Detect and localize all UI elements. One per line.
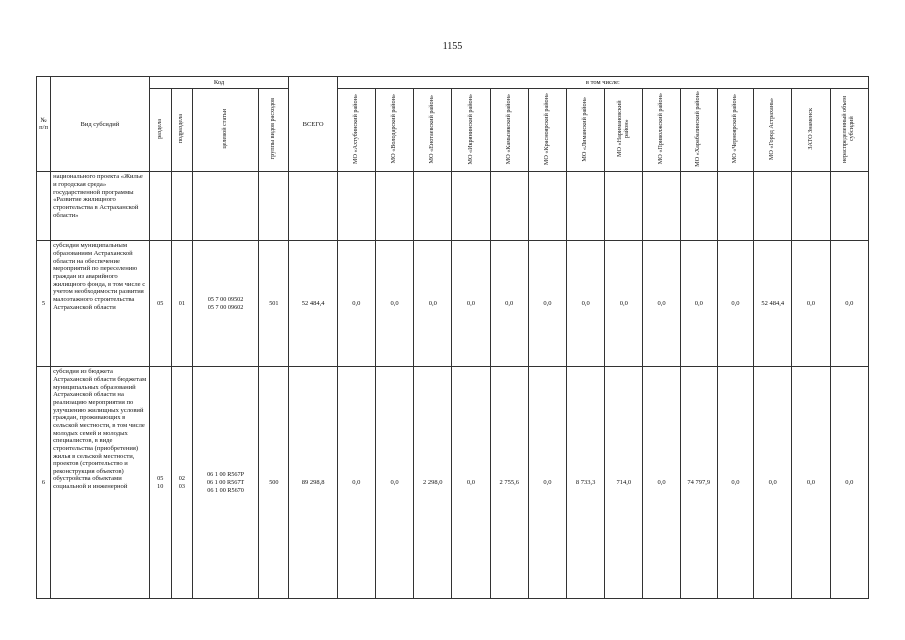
mo-col-header-label: МО «Камызякский район» <box>504 93 512 165</box>
mo-value-cell <box>414 172 452 241</box>
mo-value-cell: 2 298,0 <box>414 367 452 599</box>
mo-value-cell: 0,0 <box>680 241 717 367</box>
mo-value-cell: 0,0 <box>337 241 375 367</box>
header-row-top <box>37 77 869 89</box>
mo-value-cell: 0,0 <box>375 241 413 367</box>
mo-value-cell: 0,0 <box>643 241 680 367</box>
mo-col-header <box>452 89 490 172</box>
razdel-header <box>149 89 171 172</box>
podrazdel-header <box>171 89 192 172</box>
mo-col-header <box>528 89 566 172</box>
subsidy-description-cell: субсидия муниципальным образованиям Астраханской области на обеспечение мероприятий по переселению граждан из аварийного жилищного фонда, в том числе с учетом необходимости развития малоэтажного строительства Астраханской области <box>51 241 150 367</box>
code-group-header: Код <box>149 77 289 89</box>
mo-value-cell: 2 755,6 <box>490 367 528 599</box>
num-col-header: № п/п <box>37 77 51 172</box>
podrazdel-code-cell: 02 03 <box>171 367 192 599</box>
mo-value-cell: 0,0 <box>830 241 868 367</box>
mo-col-header <box>680 89 717 172</box>
mo-value-cell <box>375 172 413 241</box>
expense-group-header-label: группы видов расходов <box>269 98 277 160</box>
mo-value-cell: 0,0 <box>754 367 792 599</box>
mo-col-header <box>414 89 452 172</box>
podrazdel-code-cell <box>171 172 192 241</box>
mo-value-cell: 0,0 <box>605 241 643 367</box>
mo-value-cell: 0,0 <box>490 241 528 367</box>
razdel-code-cell: 05 10 <box>149 367 171 599</box>
mo-value-cell <box>830 172 868 241</box>
mo-value-cell: 52 484,4 <box>754 241 792 367</box>
expense-group-header <box>259 89 289 172</box>
mo-value-cell <box>490 172 528 241</box>
mo-value-cell <box>567 172 605 241</box>
including-header: в том числе: <box>337 77 868 89</box>
mo-col-header <box>792 89 830 172</box>
total-cell: 52 484,4 <box>289 241 337 367</box>
mo-col-header <box>567 89 605 172</box>
mo-value-cell <box>717 172 753 241</box>
mo-value-cell: 0,0 <box>337 367 375 599</box>
table-row <box>37 172 869 241</box>
mo-value-cell: 0,0 <box>792 241 830 367</box>
header-row-columns <box>37 89 869 172</box>
mo-value-cell: 0,0 <box>528 241 566 367</box>
mo-col-header-label: МО «Лиманский район» <box>581 96 589 162</box>
table-row <box>37 367 869 599</box>
target-article-header-label: целевой статьи <box>221 109 229 149</box>
subsidy-description-cell: субсидия из бюджета Астраханской области бюджетам муниципальных образований Астраханской области на реализацию мероприятия по улучшению жилищных условий граждан, проживающих в сельской местности, в том числе молодых семей и молодых специалистов, в виде строительства (приобретения) жилья в сельской местности, проектов (строительство и реконструкция объектов) обустройства объектами социальной и инженерной <box>51 367 150 599</box>
mo-value-cell: 0,0 <box>452 241 490 367</box>
mo-value-cell: 0,0 <box>792 367 830 599</box>
expense-group-cell: 501 <box>259 241 289 367</box>
mo-value-cell: 0,0 <box>717 367 753 599</box>
razdel-code-cell: 05 <box>149 241 171 367</box>
razdel-code-cell <box>149 172 171 241</box>
total-cell <box>289 172 337 241</box>
row-number-cell <box>37 172 51 241</box>
target-article-cell: 06 1 00 R567P 06 1 00 R567T 06 1 00 R5670 <box>192 367 258 599</box>
mo-col-header <box>490 89 528 172</box>
mo-col-header-label: МО «Красноярский район» <box>543 92 551 166</box>
target-article-cell: 05 7 00 09502 05 7 00 09602 <box>192 241 258 367</box>
row-number-cell: 5 <box>37 241 51 367</box>
target-article-cell <box>192 172 258 241</box>
mo-col-header-label: ЗАТО Знаменск <box>806 108 814 150</box>
mo-value-cell <box>643 172 680 241</box>
mo-col-header <box>754 89 792 172</box>
mo-col-header-label: нераспределенный объем субсидий <box>841 95 856 163</box>
total-cell: 89 298,8 <box>289 367 337 599</box>
table-body <box>37 172 869 599</box>
mo-col-header <box>605 89 643 172</box>
mo-col-header <box>337 89 375 172</box>
subsidy-description-cell: национального проекта «Жилье и городская среда» государственной программы «Развитие жилищного строительства в Астраханской области» <box>51 172 150 241</box>
mo-value-cell <box>528 172 566 241</box>
mo-col-header-label: МО «Черноярский район» <box>731 94 739 164</box>
mo-value-cell: 0,0 <box>567 241 605 367</box>
razdel-header-label: раздела <box>155 119 163 139</box>
mo-value-cell <box>452 172 490 241</box>
page-number: 1155 <box>442 41 463 52</box>
table-row <box>37 241 869 367</box>
target-article-header <box>192 89 258 172</box>
mo-col-header-label: МО «Ахтубинский район» <box>351 94 359 164</box>
mo-value-cell: 0,0 <box>528 367 566 599</box>
mo-col-header-label: МО «Город Астрахань» <box>768 97 776 161</box>
podrazdel-code-cell: 01 <box>171 241 192 367</box>
podrazdel-header-label: подраздела <box>177 114 185 144</box>
mo-col-header-label: МО «Икрянинский район» <box>466 93 474 165</box>
mo-value-cell <box>754 172 792 241</box>
mo-col-header-label: МО «Наримановский район» <box>616 100 630 158</box>
mo-value-cell <box>605 172 643 241</box>
mo-col-header-label: МО «Харабалинский район» <box>694 91 702 167</box>
mo-col-header-label: МО «Енотаевский район» <box>428 94 436 164</box>
mo-value-cell: 8 733,3 <box>567 367 605 599</box>
expense-group-cell: 500 <box>259 367 289 599</box>
expense-group-cell <box>259 172 289 241</box>
mo-value-cell: 0,0 <box>414 241 452 367</box>
mo-col-header <box>717 89 753 172</box>
row-number-cell: 6 <box>37 367 51 599</box>
mo-value-cell: 714,0 <box>605 367 643 599</box>
mo-value-cell: 0,0 <box>830 367 868 599</box>
mo-value-cell: 0,0 <box>643 367 680 599</box>
mo-col-header <box>375 89 413 172</box>
mo-col-header <box>643 89 680 172</box>
mo-col-header-label: МО «Приволжский район» <box>657 93 665 165</box>
mo-value-cell <box>792 172 830 241</box>
mo-value-cell: 0,0 <box>717 241 753 367</box>
mo-value-cell: 0,0 <box>375 367 413 599</box>
mo-value-cell <box>680 172 717 241</box>
subsidy-table <box>36 76 869 599</box>
mo-value-cell: 74 797,9 <box>680 367 717 599</box>
mo-value-cell: 0,0 <box>452 367 490 599</box>
subsidy-type-header: Вид субсидий <box>51 77 150 172</box>
mo-col-header-label: МО «Володарский район» <box>390 94 398 164</box>
total-header: ВСЕГО <box>289 77 337 172</box>
mo-col-header <box>830 89 868 172</box>
mo-value-cell <box>337 172 375 241</box>
